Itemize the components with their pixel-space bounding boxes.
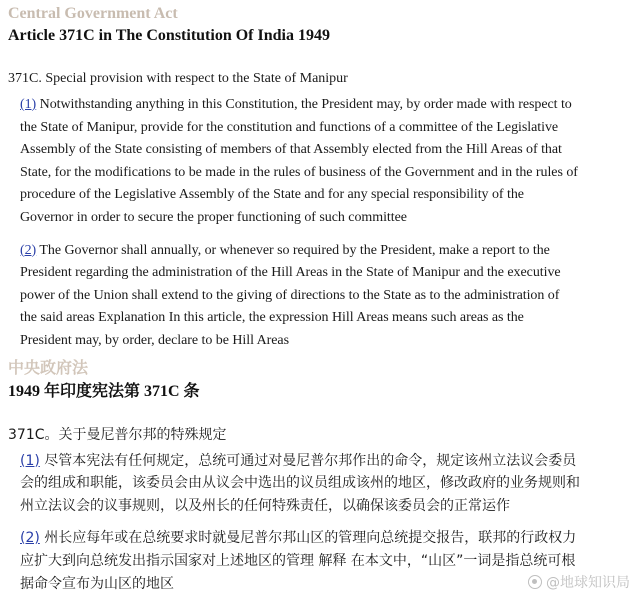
clause-line: Governor in order to secure the proper functioning of such committee [20,209,407,225]
clause-line [20,527,632,550]
zh-act-title: 中央政府法 [8,359,89,377]
clause-line [20,450,632,473]
clause-1-number-link[interactable]: (1) [20,97,37,112]
clause-line: the said areas Explanation In this article, the expression Hill Areas means such areas as the [20,310,524,326]
zh-clause-2-number-link[interactable]: (2) [20,530,40,547]
clause-line: Assembly of the State consisting of members of that Assembly elected from the Hill Areas of that [20,142,562,158]
clause-line: 会的组成和职能，该委员会由从议会中选出的议员组成该州的地区，修改政府的业务规则和 [20,475,580,492]
article-title: Article 371C in The Constitution Of India 1949 [8,27,330,44]
globe-icon [528,575,542,589]
zh-section-heading: 371C。关于曼尼普尔邦的特殊规定 [8,426,227,443]
clause-line: 应扩大到向总统发出指示国家对上述地区的管理 解释 在本文中，“山区”一词是指总统可根 [20,552,576,569]
clause-line: State, for the modifications to be made in the rules of business of the Government and in the rules of [20,164,578,180]
clause-line: 州立法议会的议事规则，以及州长的任何特殊责任，以确保该委员会的正常运作 [20,497,510,514]
section-heading: 371C. Special provision with respect to the State of Manipur [8,71,348,86]
clause-line: President may, by order, declare to be Hill Areas [20,332,289,348]
clause-1 [20,94,632,230]
clause-2-number-link[interactable]: (2) [20,242,37,258]
clause-text: 州长应每年或在总统要求时就曼尼普尔邦山区的管理向总统提交报告，联邦的行政权力 [39,530,577,547]
zh-clause-1-number-link[interactable]: (1) [20,452,40,469]
zh-clause-1 [20,450,632,518]
clause-2 [20,240,632,353]
watermark [528,572,630,592]
clause-line: procedure of the Legislative Assembly of the State and for any special responsibility of the [20,187,524,203]
clause-line [20,94,632,117]
clause-text: The Governor shall annually, or whenever so required by the President, make a report to the [36,242,550,258]
clause-line: President regarding the administration of the Hill Areas in the State of Manipur and the executive [20,265,561,281]
clause-line: 据命令宣布为山区的地区 [20,575,174,592]
clause-text: Notwithstanding anything in this Constitution, the President may, by order made with respect to [36,97,572,112]
act-title: Central Government Act [8,5,178,22]
clause-line: power of the Union shall extend to the giving of directions to the State as to the administration of [20,287,560,303]
clause-line [20,240,632,263]
clause-line: the State of Manipur, provide for the constitution and functions of a committee of the Legislative [20,119,559,135]
clause-text: 尽管本宪法有任何规定，总统可通过对曼尼普尔邦作出的命令，规定该州立法议会委员 [39,452,577,469]
zh-article-title: 1949 年印度宪法第 371C 条 [8,382,200,400]
watermark-text: @地球知识局 [546,575,630,591]
